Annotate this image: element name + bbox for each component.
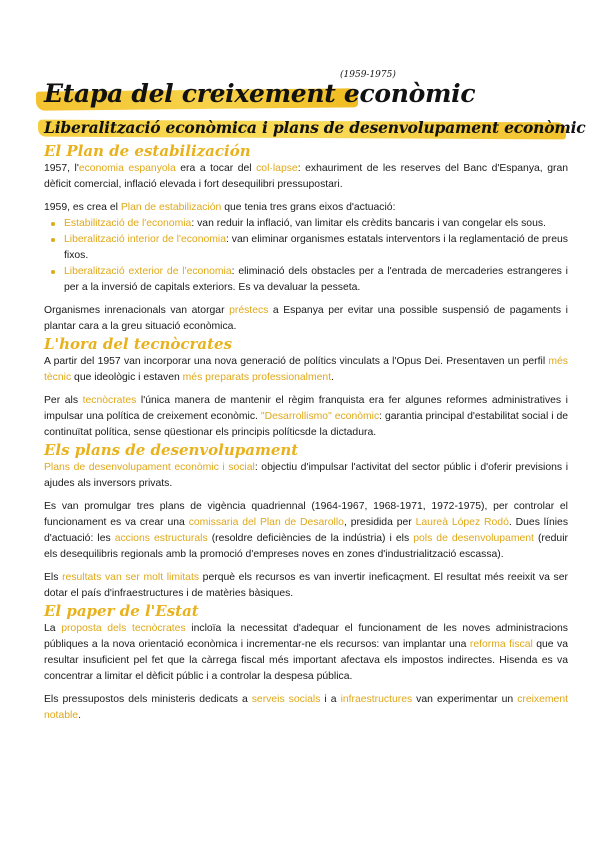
- section-heading: El paper de l'Estat: [44, 602, 199, 620]
- title-block: [36, 78, 476, 112]
- highlight-term: pols de desenvolupament: [413, 533, 534, 544]
- list-item: Liberalització interior de l'economia: van eliminar organismes estatals interventors i la reglamentació de preus fixos.: [64, 232, 568, 264]
- highlight-term: comissaria del Plan de Desarollo: [188, 517, 344, 528]
- paragraph: A partir del 1957 van incorporar una nova generació de polítics vinculats a l'Opus Dei. Presentaven un perfil més tècnic que ideològic i estaven més preparats professionalment.: [44, 356, 568, 383]
- list-item: Estabilització de l'economia: van reduir la inflació, van limitar els crèdits bancaris i van congelar els sous.: [64, 216, 568, 232]
- paragraph: Els pressupostos dels ministeris dedicats a serveis socials i a infraestructures van experimentar un creixement notable.: [44, 694, 569, 721]
- section-heading: L'hora del tecnòcrates: [44, 335, 233, 353]
- section-heading: El Plan de estabilización: [44, 142, 251, 160]
- page-subtitle: Liberalització econòmica i plans de desenvolupament econòmic: [44, 118, 586, 137]
- list-item: Liberalització exterior de l'economia: eliminació dels obstacles per a l'entrada de mercaderies estrangeres i per a la inversió de capitals exteriors. Es va devaluar la pesseta.: [64, 264, 568, 296]
- section-paper-estat: [44, 602, 568, 724]
- highlight-term: més preparats professionalment: [182, 372, 332, 383]
- paragraph: Per als tecnòcrates l'única manera de mantenir el règim franquista era fer algunes reformes administratives i impulsar una política de creixement econòmic. "Desarrollismo" econòmic: garantia principal d'estabilitat social i de continuïtat política, sense qüestionar els principis políticsde la dictadura.: [44, 395, 569, 438]
- highlight-term: creixement notable: [44, 694, 569, 721]
- bullet-list: [44, 216, 568, 296]
- section-plan-estabilizacion: [44, 142, 568, 335]
- paragraph: Organismes inrenacionals van atorgar préstecs a Espanya per evitar una possible suspensió de pagaments i plantar cara a la greu situació econòmica.: [44, 305, 568, 332]
- highlight-term: Plans de desenvolupament econòmic i social: [44, 462, 255, 473]
- subtitle-block: [36, 115, 586, 141]
- highlight-term: Laureà López Rodó: [415, 517, 509, 528]
- section-plans-desenvolupament: [44, 441, 568, 602]
- highlight-term: més tècnic: [44, 356, 568, 383]
- highlight-term: Liberalització interior de l'economia: [64, 234, 226, 245]
- paragraph: Es van promulgar tres plans de vigència quadriennal (1964-1967, 1968-1971, 1972-1975), per controlar el funcionament es va crear una comissaria del Plan de Desarollo, presidida per Laureà López Rodó. Dues línies d'actuació: les accions estructurals (resoldre deficiències de la indústria) i els pols de desenvolupament (reduir els desequilibris regionals amb la promoció d'empreses noves en zones d'industrialització escassa).: [44, 501, 569, 560]
- paragraph: Els resultats van ser molt limitats perquè els recursos es van invertir ineficaçment. El resultat més reeixit va ser dotar el país d'infraestructures i de matèries bàsiques.: [44, 572, 568, 599]
- page-title: Etapa del creixement econòmic: [44, 79, 476, 108]
- highlight-term: accions estructurals: [114, 533, 208, 544]
- highlight-term: Liberalització exterior de l'economia: [64, 266, 232, 277]
- highlight-term: proposta dels tecnòcrates: [61, 623, 186, 634]
- section-tecnocrates: [44, 335, 568, 441]
- paragraph: La proposta dels tecnòcrates incloïa la necessitat d'adequar el funcionament de les noves administracions públiques a la nova orientació econòmica i incrementar-ne els recursos: van implantar una reforma fiscal que va resultar insuficient pel fet que la càrrega fiscal més important afectava els impostos indirectes. Hisenda es va concentrar a limitar el dèficit públic i a controlar la despesa pública.: [44, 623, 568, 682]
- highlight-term: serveis socials: [251, 694, 321, 705]
- highlight-term: préstecs: [229, 305, 269, 316]
- main-content: [44, 142, 568, 724]
- highlight-term: reforma fiscal: [469, 639, 533, 650]
- paragraph: Plans de desenvolupament econòmic i social: objectiu d'impulsar l'activitat del sector públic i d'oferir previsions i ajudes als inversors privats.: [44, 462, 568, 489]
- paragraph: 1959, es crea el Plan de estabilización que tenia tres grans eixos d'actuació:: [44, 202, 396, 213]
- highlight-term: "Desarrollismo" econòmic: [260, 411, 380, 422]
- highlight-term: infraestructures: [340, 694, 413, 705]
- highlight-term: resultats van ser molt limitats: [62, 572, 200, 583]
- paragraph: 1957, l'economia espanyola era a tocar del col·lapse: exhauriment de les reserves del Banc d'Espanya, gran dèficit comercial, inflació elevada i fort desequilibri pressupostari.: [44, 163, 569, 190]
- period-label: (1959-1975): [340, 70, 396, 80]
- highlight-term: col·lapse: [256, 163, 298, 174]
- highlight-term: Estabilització de l'economia: [64, 218, 192, 229]
- section-heading: Els plans de desenvolupament: [44, 441, 299, 459]
- highlight-term: economia espanyola: [78, 163, 176, 174]
- highlight-term: tecnòcrates: [82, 395, 137, 406]
- highlight-term: Plan de estabilización: [120, 202, 222, 213]
